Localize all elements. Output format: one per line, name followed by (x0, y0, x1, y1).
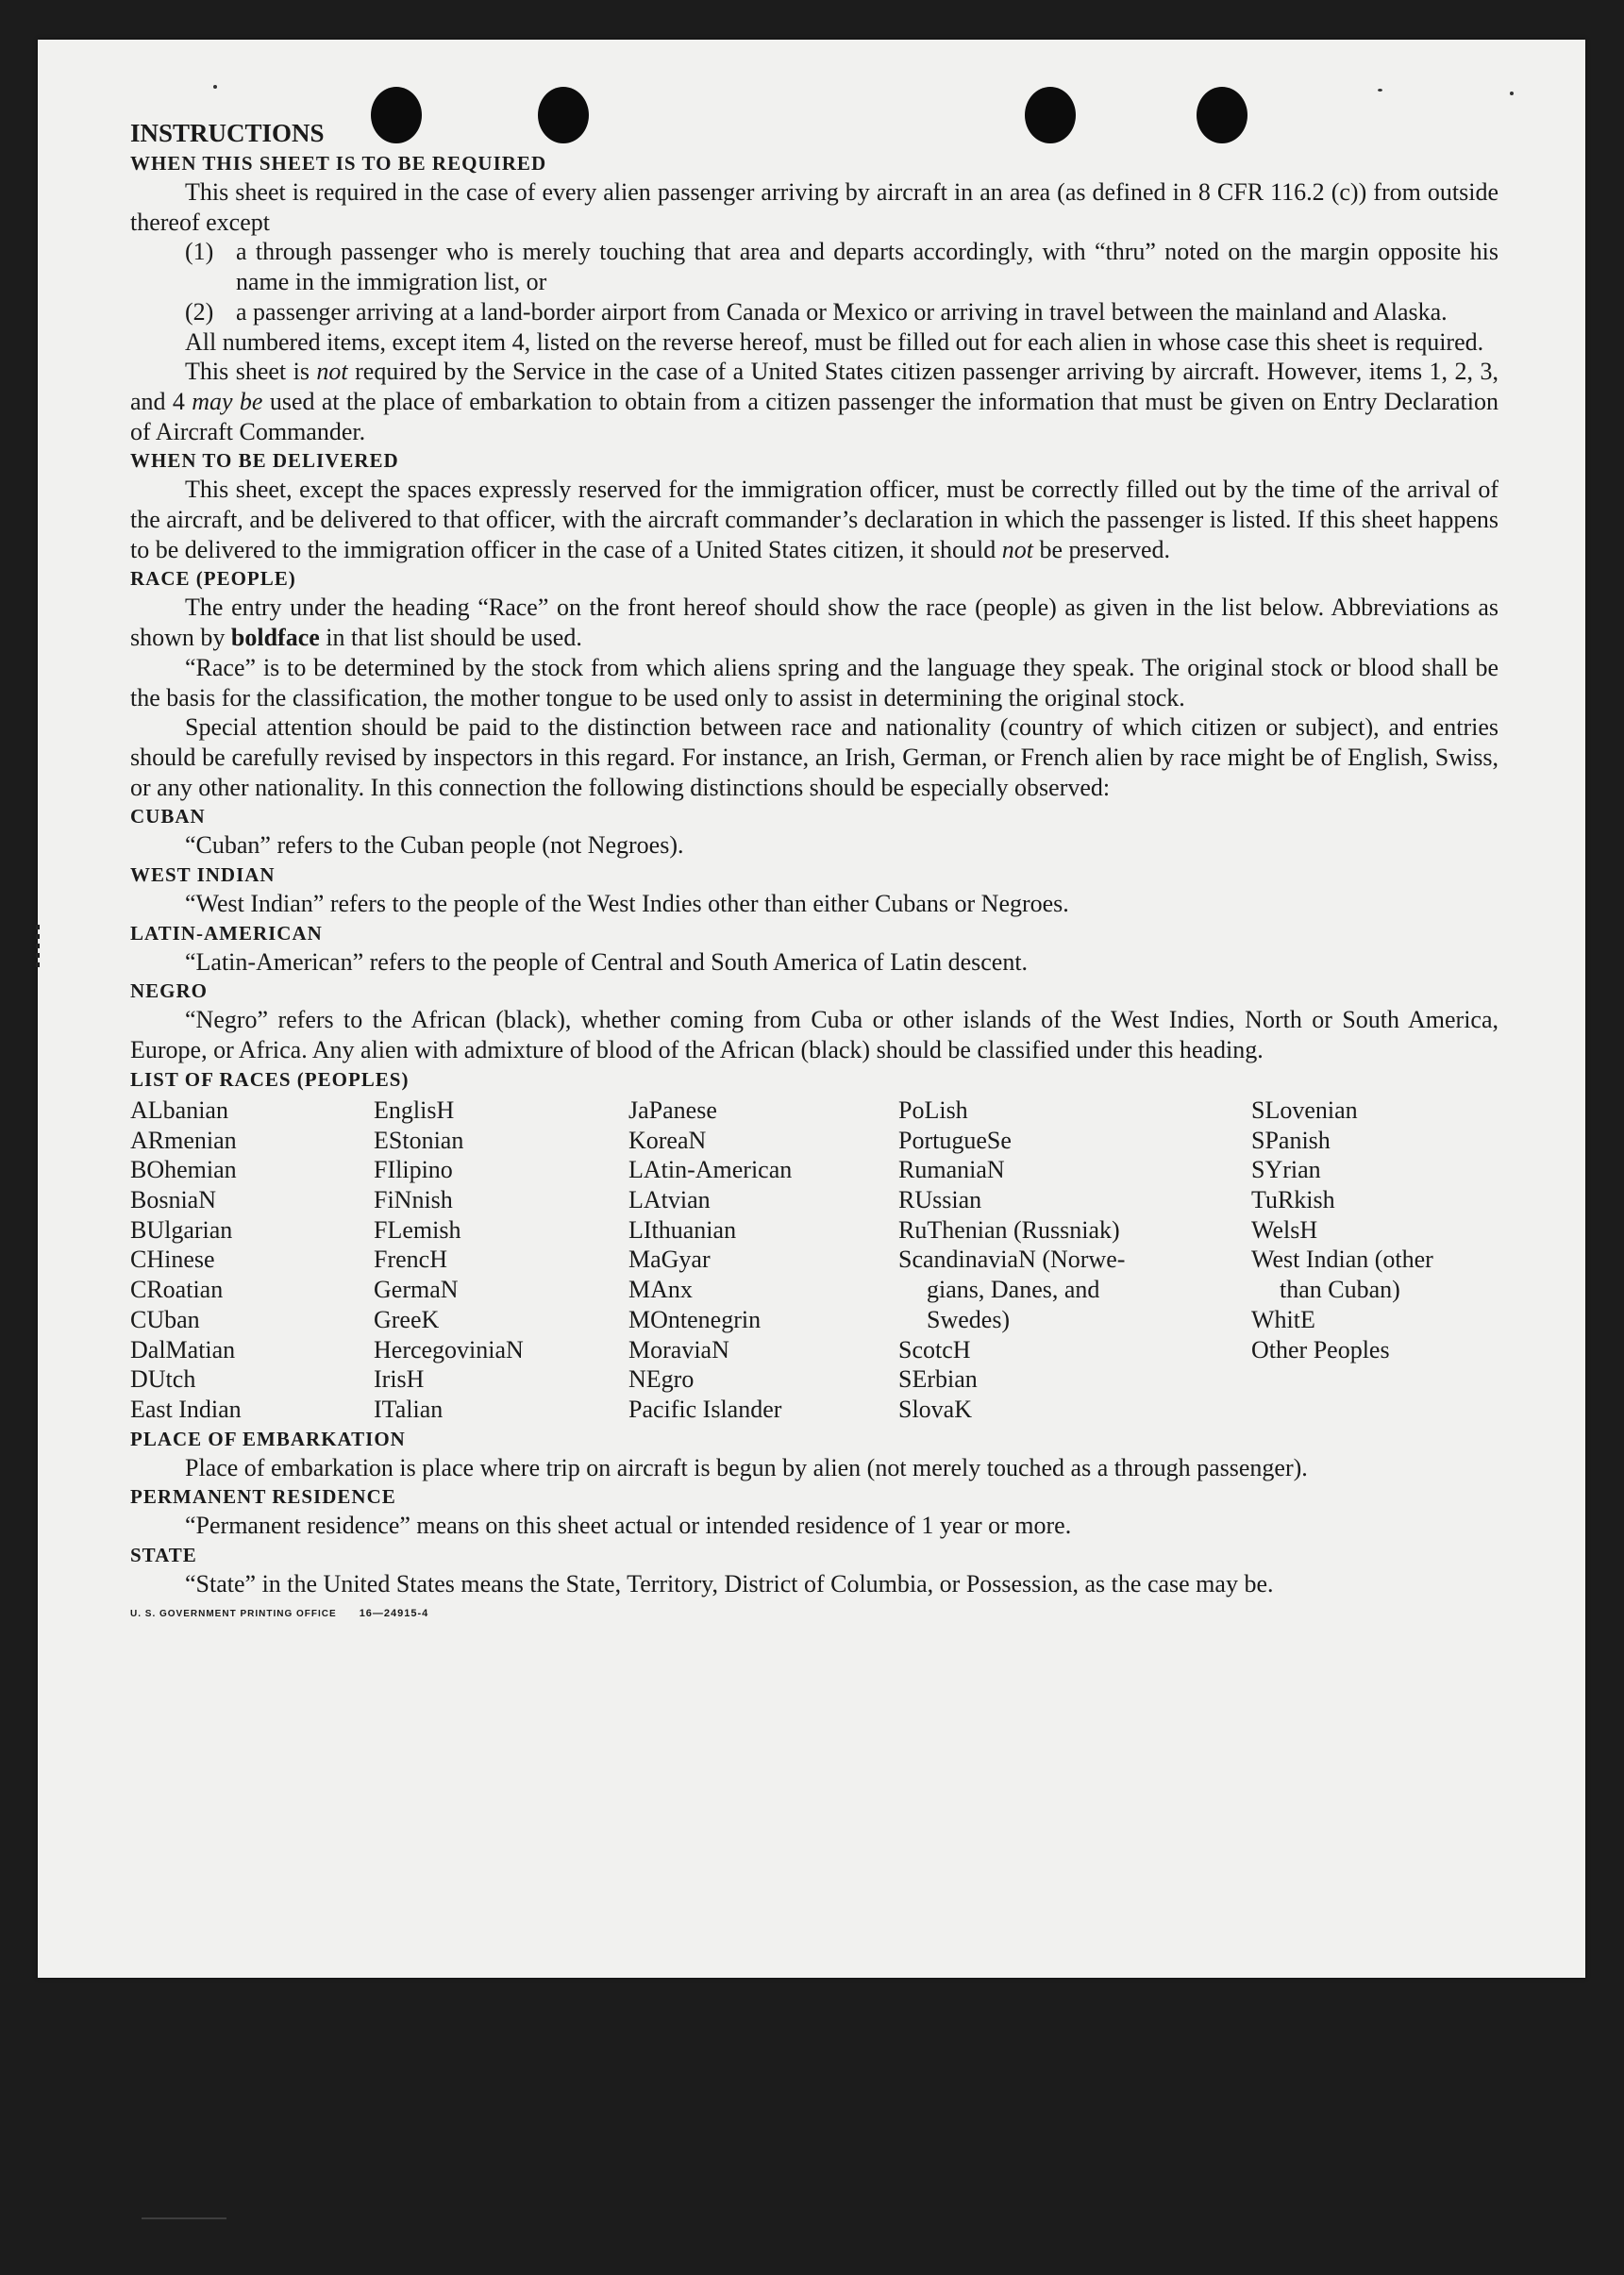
list-number: (1) (185, 238, 214, 266)
race-entry: KoreaN (628, 1126, 707, 1154)
race-entry: EnglisH (374, 1096, 455, 1124)
race-entry: MOntenegrin (628, 1305, 762, 1333)
race-entry: FLemish (374, 1215, 461, 1244)
race-entry: ARmenian (130, 1126, 237, 1154)
text-run: required by the Service in the case of a United States citizen passenger arriving by aircraft. However, items 1, 2, 3, and 4 (130, 358, 1498, 415)
section-heading-when-delivered: WHEN TO BE DELIVERED (130, 449, 399, 473)
paragraph: This sheet is required in the case of every alien passenger arriving by aircraft in an area (as defined in 8 CFR 116.2 (c)) from outside thereof except (130, 178, 1498, 236)
race-list-heading: LIST OF RACES (PEOPLES) (130, 1067, 410, 1091)
race-entry: SLovenian (1251, 1096, 1358, 1124)
race-entry: WhitE (1251, 1305, 1315, 1333)
race-entry: IrisH (374, 1365, 425, 1394)
list-item (185, 237, 1498, 296)
race-entry: SErbian (898, 1365, 978, 1394)
race-entry: JaPanese (628, 1096, 717, 1124)
paper-speck (1510, 92, 1514, 95)
race-entry: MAnx (628, 1276, 693, 1304)
race-entry: SPanish (1251, 1126, 1331, 1154)
edge-mark (36, 925, 40, 972)
definition-heading-latin-american: LATIN-AMERICAN (130, 921, 323, 945)
race-entry: Other Peoples (1251, 1335, 1390, 1363)
paper-speck (213, 85, 217, 89)
definition-heading-negro: NEGRO (130, 979, 209, 1003)
section-heading-state: STATE (130, 1544, 197, 1567)
race-entry: PoLish (898, 1096, 968, 1124)
race-entry: DalMatian (130, 1335, 236, 1363)
emphasis-text: may be (192, 387, 263, 415)
race-column (374, 1096, 628, 1425)
race-entry: CRoatian (130, 1276, 224, 1304)
paragraph (130, 357, 1498, 446)
definition-heading-west-indian: WEST INDIAN (130, 863, 276, 887)
section-heading-embarkation: PLACE OF EMBARKATION (130, 1427, 406, 1450)
bold-text: boldface (230, 624, 320, 652)
instructions-content (130, 117, 1498, 1629)
definition-text: “Negro” refers to the African (black), whether coming from Cuba or other islands of the West Indies, North or South America, Europe, or Africa. Any alien with admixture of blood of the African (black) should be classified under this heading. (130, 1006, 1498, 1064)
emphasis-text: not (1001, 535, 1033, 563)
race-entry: GermaN (374, 1276, 459, 1304)
race-column (130, 1096, 374, 1425)
race-entry: RuThenian (Russniak) (898, 1215, 1120, 1244)
race-entry-continuation: than Cuban) (1280, 1276, 1400, 1304)
race-entry: CHinese (130, 1246, 215, 1274)
race-entry: BUlgarian (130, 1215, 233, 1244)
definition-text: “West Indian” refers to the people of the West Indies other than either Cubans or Negroes. (185, 890, 1069, 918)
scan-mark (142, 2217, 226, 2219)
paragraph: “Race” is to be determined by the stock from which aliens spring and the language they speak. The original stock or blood shall be the basis for the classification, the mother tongue to be used only to assist in determining the original stock. (130, 653, 1498, 711)
definition-text: “Cuban” refers to the Cuban people (not Negroes). (185, 831, 684, 860)
race-entry: RumaniaN (898, 1156, 1005, 1184)
race-entry: DUtch (130, 1365, 196, 1394)
text-run: The entry under the heading “Race” on the front hereof should show the race (people) as given in the list below. Abbreviations as shown by (130, 594, 1498, 652)
printer-name: U. S. GOVERNMENT PRINTING OFFICE (130, 1608, 337, 1619)
race-entry: ScandinaviaN (Norwe- (898, 1246, 1126, 1274)
race-entry: West Indian (other (1251, 1246, 1433, 1274)
list-text: a through passenger who is merely touching that area and departs accordingly, with “thru” noted on the margin opposite his name in the immigration list, or (236, 238, 1498, 296)
document-page (38, 40, 1585, 1978)
race-entry: EStonian (374, 1126, 464, 1154)
text-run: This sheet, except the spaces expressly reserved for the immigration officer, must be correctly filled out by the time of the arrival of the aircraft, and be delivered to that officer, with the aircraft commander’s declaration in which the passenger is listed. If this sheet happens to be delivered to the immigration officer in the case of a United States citizen, it should (130, 476, 1498, 563)
paper-speck (1378, 89, 1382, 92)
race-entry: Pacific Islander (628, 1395, 782, 1423)
race-column (898, 1096, 1251, 1425)
race-entry-continuation: gians, Danes, and (927, 1276, 1100, 1304)
list-text: a passenger arriving at a land-border airport from Canada or Mexico or arriving in travel between the mainland and Alaska. (236, 297, 1448, 326)
race-entry: NEgro (628, 1365, 695, 1394)
paragraph (130, 475, 1498, 564)
list-number: (2) (185, 297, 214, 326)
race-entry: ScotcH (898, 1335, 971, 1363)
race-entry: FiNnish (374, 1185, 453, 1213)
list-item (185, 297, 1498, 327)
definition-text: “Permanent residence” means on this sheet actual or intended residence of 1 year or more. (185, 1512, 1072, 1540)
race-entry: WelsH (1251, 1215, 1318, 1244)
race-column (628, 1096, 898, 1425)
race-entry-continuation: Swedes) (927, 1305, 1011, 1333)
race-entry: RUssian (898, 1185, 982, 1213)
definition-heading-cuban: CUBAN (130, 805, 206, 828)
paragraph: Special attention should be paid to the distinction between race and nationality (country of which citizen or subject), and entries should be carefully revised by inspectors in this regard. For instance, an Irish, German, or French alien by race might be of English, Swiss, or any other nationality. In this connection the following distinctions should be especially observed: (130, 713, 1498, 801)
definition-text: Place of embarkation is place where trip on aircraft is begun by alien (not merely touched as a through passenger). (185, 1453, 1308, 1481)
section-heading-residence: PERMANENT RESIDENCE (130, 1485, 396, 1509)
race-entry: SlovaK (898, 1395, 972, 1423)
race-entry: GreeK (374, 1305, 440, 1333)
race-entry: ALbanian (130, 1096, 228, 1124)
text-run: used at the place of embarkation to obtain from a citizen passenger the information that must be given on Entry Declaration of Aircraft Commander. (130, 387, 1498, 445)
page-title: INSTRUCTIONS (130, 119, 325, 147)
text-run: in that list should be used. (319, 624, 582, 652)
race-entry: CUban (130, 1305, 200, 1333)
race-entry: East Indian (130, 1395, 242, 1423)
text-run: be preserved. (1032, 535, 1171, 563)
race-entry: LAtin-American (628, 1156, 793, 1184)
definition-text: “State” in the United States means the State, Territory, District of Columbia, or Possession, as the case may be. (185, 1570, 1274, 1598)
text-run: This sheet is (185, 358, 317, 386)
race-column (1251, 1096, 1498, 1425)
race-list (130, 1096, 1498, 1425)
paragraph (130, 593, 1498, 652)
race-entry: MaGyar (628, 1246, 711, 1274)
race-entry: TuRkish (1251, 1185, 1335, 1213)
printer-imprint (130, 1599, 1498, 1630)
race-entry: LAtvian (628, 1185, 711, 1213)
definition-text: “Latin-American” refers to the people of Central and South America of Latin descent. (185, 947, 1029, 976)
race-entry: BOhemian (130, 1156, 237, 1184)
emphasis-text: not (316, 358, 348, 386)
race-entry: SYrian (1251, 1156, 1321, 1184)
race-entry: FIlipino (374, 1156, 453, 1184)
exceptions-list (130, 237, 1498, 326)
race-entry: LIthuanian (628, 1215, 737, 1244)
paragraph: All numbered items, except item 4, listed on the reverse hereof, must be filled out for each alien in whose case this sheet is required. (185, 327, 1484, 356)
section-heading-when-required: WHEN THIS SHEET IS TO BE REQUIRED (130, 152, 547, 175)
race-entry: PortugueSe (898, 1126, 1012, 1154)
race-entry: MoraviaN (628, 1335, 729, 1363)
race-entry: BosniaN (130, 1185, 216, 1213)
race-entry: HercegoviniaN (374, 1335, 524, 1363)
form-code: 16—24915-4 (359, 1607, 429, 1619)
race-entry: ITalian (374, 1395, 444, 1423)
section-heading-race: RACE (PEOPLE) (130, 567, 296, 591)
race-entry: FrencH (374, 1246, 447, 1274)
